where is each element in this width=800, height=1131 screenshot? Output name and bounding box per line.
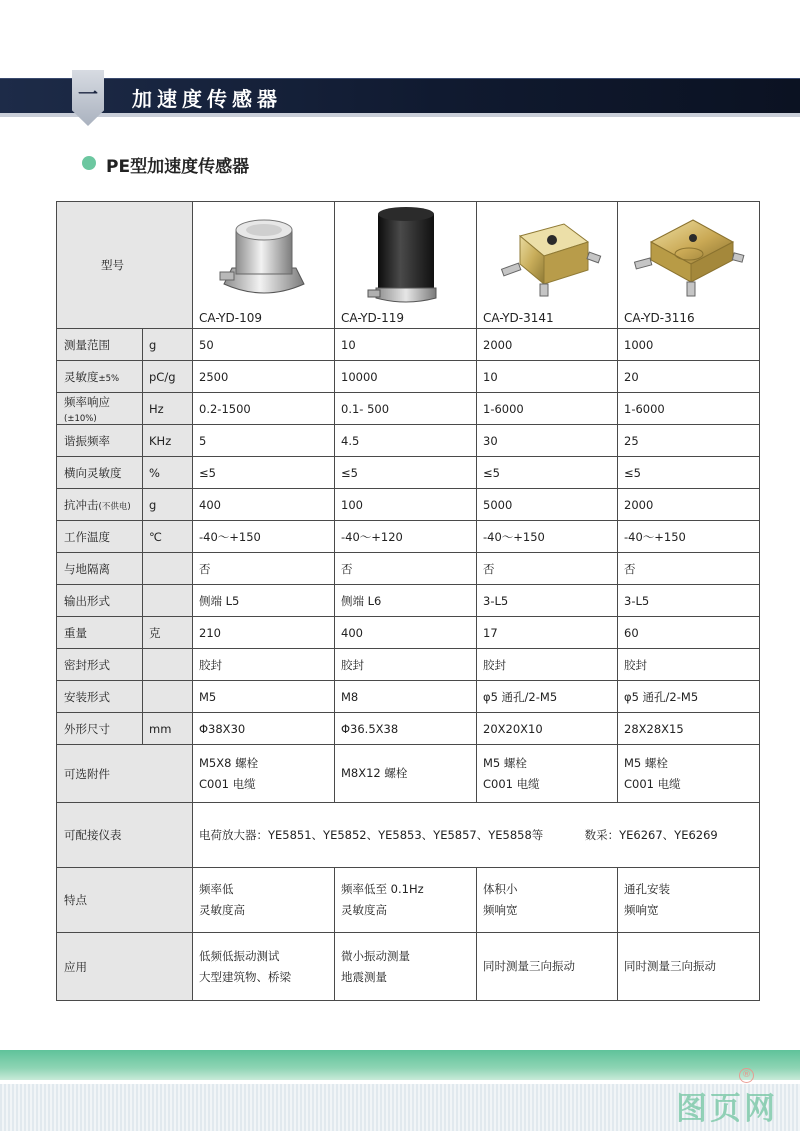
row-label-text: 频率响应 <box>64 394 110 409</box>
cell-value: 10 <box>335 329 477 361</box>
product-cell <box>193 202 335 329</box>
model-name: CA-YD-3141 <box>483 311 554 325</box>
cell-line: C001 电缆 <box>483 776 540 791</box>
cell-value: 4.5 <box>335 425 477 457</box>
row-unit: KHz <box>143 425 193 457</box>
daq-list: 数采：YE6267、YE6269 <box>584 828 718 842</box>
row-label-note: (±10%) <box>64 413 97 424</box>
spec-table <box>56 201 760 1001</box>
cell-line: 体积小 <box>483 882 518 896</box>
cell-value <box>193 745 335 803</box>
cell-value: 1000 <box>618 329 760 361</box>
row-unit <box>143 585 193 617</box>
cell-value: 否 <box>335 553 477 585</box>
cell-value: -40～+150 <box>618 521 760 553</box>
row-label: 输出形式 <box>57 585 143 617</box>
row-label: 特点 <box>57 868 193 933</box>
cell-value <box>193 933 335 1001</box>
cell-value <box>335 933 477 1001</box>
cell-line: 通孔安装 <box>624 882 670 896</box>
cell-value: Φ36.5X38 <box>335 713 477 745</box>
cell-value: ≤5 <box>193 457 335 489</box>
table-row <box>57 361 760 393</box>
cell-value: 否 <box>193 553 335 585</box>
cell-value: 1-6000 <box>618 393 760 425</box>
row-unit: 克 <box>143 617 193 649</box>
cell-line: 灵敏度高 <box>199 903 245 917</box>
cell-line: M8X12 螺栓 <box>341 766 408 780</box>
chapter-number: 一 <box>78 82 98 106</box>
table-row-features <box>57 868 760 933</box>
row-unit: g <box>143 489 193 521</box>
chapter-banner <box>0 78 800 117</box>
gold-cube-sensor-icon <box>492 214 602 298</box>
cell-value: 20 <box>618 361 760 393</box>
table-row <box>57 521 760 553</box>
cell-value: 20X20X10 <box>477 713 618 745</box>
cell-line: 频响宽 <box>624 903 659 917</box>
row-label: 横向灵敏度 <box>57 457 143 489</box>
cell-value: 3-L5 <box>477 585 618 617</box>
row-label <box>57 489 143 521</box>
cell-value: -40～+150 <box>477 521 618 553</box>
table-row <box>57 489 760 521</box>
bullet-icon <box>82 156 96 170</box>
cell-value <box>193 868 335 933</box>
table-row <box>57 681 760 713</box>
cell-value: 否 <box>477 553 618 585</box>
row-label: 应用 <box>57 933 193 1001</box>
cell-line: 同时测量三向振动 <box>483 959 575 973</box>
cell-value: 5 <box>193 425 335 457</box>
cell-value: 28X28X15 <box>618 713 760 745</box>
cell-value: 2500 <box>193 361 335 393</box>
table-row <box>57 617 760 649</box>
cell-line: 同时测量三向振动 <box>624 959 716 973</box>
cell-value: 胶封 <box>477 649 618 681</box>
row-label: 工作温度 <box>57 521 143 553</box>
cell-line: 灵敏度高 <box>341 903 387 917</box>
cell-line: C001 电缆 <box>624 776 681 791</box>
cell-value <box>618 745 760 803</box>
row-unit <box>143 553 193 585</box>
row-unit: mm <box>143 713 193 745</box>
cell-value: 25 <box>618 425 760 457</box>
cell-line: M5X8 螺栓 <box>199 755 259 770</box>
cell-value: M8 <box>335 681 477 713</box>
row-label-note: (不供电) <box>98 501 131 512</box>
table-row-applications <box>57 933 760 1001</box>
cell-value: -40～+120 <box>335 521 477 553</box>
cell-value: Φ38X30 <box>193 713 335 745</box>
cell-value: 侧端 L6 <box>335 585 477 617</box>
row-label: 测量范围 <box>57 329 143 361</box>
black-sensor-icon <box>366 206 446 306</box>
cell-value: 400 <box>335 617 477 649</box>
cell-value: 30 <box>477 425 618 457</box>
cell-value: -40～+150 <box>193 521 335 553</box>
product-cell <box>335 202 477 329</box>
table-row <box>57 649 760 681</box>
chapter-title: 加速度传感器 <box>132 87 282 111</box>
cell-line: 频响宽 <box>483 903 518 917</box>
product-cell <box>618 202 760 329</box>
cell-value: 1-6000 <box>477 393 618 425</box>
table-row-accessories <box>57 745 760 803</box>
cell-value: φ5 通孔/2-M5 <box>477 681 618 713</box>
registered-mark-icon: ® <box>739 1068 754 1083</box>
table-row <box>57 425 760 457</box>
table-row <box>57 329 760 361</box>
cell-value: ≤5 <box>477 457 618 489</box>
cell-value: 60 <box>618 617 760 649</box>
cell-value: 2000 <box>477 329 618 361</box>
cell-value: 100 <box>335 489 477 521</box>
model-name: CA-YD-119 <box>341 311 405 325</box>
row-unit <box>143 649 193 681</box>
cell-value: 胶封 <box>335 649 477 681</box>
cell-value: 否 <box>618 553 760 585</box>
cell-value: M5 <box>193 681 335 713</box>
row-unit: pC/g <box>143 361 193 393</box>
cell-line: 低频低振动测试 <box>199 948 280 963</box>
model-name: CA-YD-109 <box>199 311 263 325</box>
cell-value: ≤5 <box>335 457 477 489</box>
banner-underline <box>0 113 800 117</box>
cell-value: 侧端 L5 <box>193 585 335 617</box>
section-title: PE型加速度传感器 <box>106 157 250 177</box>
row-label: 重量 <box>57 617 143 649</box>
table-row <box>57 713 760 745</box>
cell-value: 0.2-1500 <box>193 393 335 425</box>
row-unit <box>143 681 193 713</box>
silver-sensor-icon <box>218 208 310 304</box>
cell-value: 胶封 <box>193 649 335 681</box>
cell-value: 400 <box>193 489 335 521</box>
cell-line: M5 螺栓 <box>624 755 668 770</box>
cell-value <box>477 868 618 933</box>
row-label: 谐振频率 <box>57 425 143 457</box>
row-label: 外形尺寸 <box>57 713 143 745</box>
table-row <box>57 393 760 425</box>
table-row <box>57 585 760 617</box>
cell-value: 17 <box>477 617 618 649</box>
table-row <box>57 457 760 489</box>
footer-band <box>0 1050 800 1080</box>
table-row-instruments <box>57 803 760 868</box>
row-label: 密封形式 <box>57 649 143 681</box>
cell-line: 频率低 <box>199 882 234 896</box>
cell-value: 2000 <box>618 489 760 521</box>
product-cell <box>477 202 618 329</box>
cell-line: M5 螺栓 <box>483 755 527 770</box>
row-unit: g <box>143 329 193 361</box>
cell-value <box>477 745 618 803</box>
cell-value: 10000 <box>335 361 477 393</box>
cell-value <box>335 868 477 933</box>
cell-value <box>618 868 760 933</box>
charge-amplifier-list: 电荷放大器：YE5851、YE5852、YE5853、YE5857、YE5858等 <box>199 828 544 842</box>
cell-value: ≤5 <box>618 457 760 489</box>
row-unit: ℃ <box>143 521 193 553</box>
cell-value: 3-L5 <box>618 585 760 617</box>
cell-value: 10 <box>477 361 618 393</box>
row-label: 与地隔离 <box>57 553 143 585</box>
cell-value <box>618 933 760 1001</box>
watermark: 图页网 <box>676 1091 778 1127</box>
model-label: 型号 <box>57 202 193 329</box>
row-label <box>57 361 143 393</box>
cell-value: 50 <box>193 329 335 361</box>
cell-line: 微小振动测量 <box>341 948 410 963</box>
cell-value: 0.1- 500 <box>335 393 477 425</box>
row-label: 可选附件 <box>57 745 193 803</box>
cell-line: 地震测量 <box>341 969 387 984</box>
cell-line: 大型建筑物、桥梁 <box>199 969 291 984</box>
row-label-note: ±5% <box>98 373 120 384</box>
row-unit: Hz <box>143 393 193 425</box>
table-row-model <box>57 202 760 329</box>
cell-value: φ5 通孔/2-M5 <box>618 681 760 713</box>
cell-value <box>477 933 618 1001</box>
cell-line: C001 电缆 <box>199 776 256 791</box>
row-unit: % <box>143 457 193 489</box>
cell-value <box>335 745 477 803</box>
cell-value <box>193 803 760 868</box>
cell-value: 5000 <box>477 489 618 521</box>
table-row <box>57 553 760 585</box>
gold-large-cube-sensor-icon <box>633 208 745 304</box>
row-label <box>57 393 143 425</box>
cell-value: 胶封 <box>618 649 760 681</box>
row-label: 安装形式 <box>57 681 143 713</box>
cell-value: 210 <box>193 617 335 649</box>
model-name: CA-YD-3116 <box>624 311 695 325</box>
row-label-text: 灵敏度 <box>64 369 99 384</box>
cell-line: 频率低至 0.1Hz <box>341 882 424 896</box>
row-label: 可配接仪表 <box>57 803 193 868</box>
row-label-text: 抗冲击 <box>64 497 99 512</box>
